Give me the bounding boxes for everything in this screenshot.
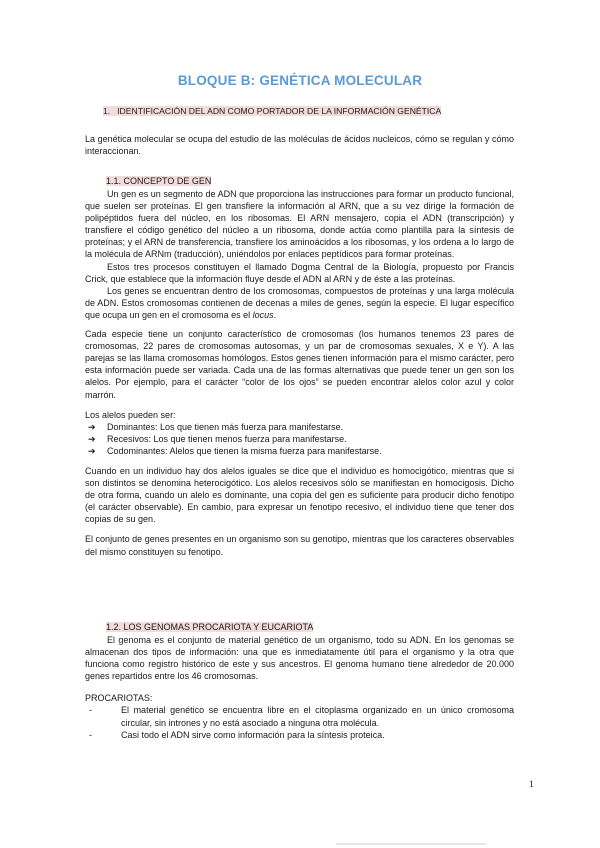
section-1-heading [103, 106, 441, 116]
allele-dominant: Dominantes: Los que tienen más fuerza para manifestarse. [107, 421, 344, 432]
allele-codominant: Codominantes: Alelos que tienen la misma fuerza para manifestarse. [107, 445, 382, 456]
section-1-2-body [85, 634, 514, 741]
gene-paragraph-2: Estos tres procesos constituyen el llamado Dogma Central de la Biología, propuesto por Francis Crick, que establece que la información fluye desde el ADN al ARN y de éste a las proteínas. [85, 261, 514, 284]
allele-recessive: Recesivos: Los que tienen menos fuerza para manifestarse. [107, 433, 347, 444]
alleles-intro: Los alelos pueden ser: [85, 409, 176, 420]
list-item [85, 421, 514, 433]
prokaryotes-list [85, 704, 514, 740]
arrow-icon: ➔ [88, 433, 96, 444]
dash-icon: - [89, 705, 92, 716]
section-1-heading-text: IDENTIFICACIÓN DEL ADN COMO PORTADOR DE LA INFORMACIÓN GENÉTICA [117, 106, 442, 116]
gene-paragraph-1: Un gen es un segmento de ADN que proporciona las instrucciones para formar un producto funcional, que suelen ser proteínas. El gen transfiere la información al ARN, que a su vez dirige la formación de polipéptidos fuera del núcleo, en los ribosomas. El ARN mensajero, copia el ADN (transcripción) y transfiere el código genético del núcleo a un ribosoma, donde actúa como plantilla para la síntesis de proteínas; y el ARN de transferencia, transfiere los aminoácidos a los ribosomas, y los ordena a lo largo de la molécula de ARNm (traducción), uniéndolos por enlaces peptídicos para formar proteínas. [85, 189, 514, 260]
list-item [85, 704, 514, 728]
locus-term: locus [252, 309, 274, 320]
homozygous-paragraph: Cuando en un individuo hay dos alelos iguales se dice que el individuo es homocigótico, mientras que si son distintos se denomina heterocigótico. Los alelos recesivos sólo se manifiestan en homocigosis. Dicho de otra forma, cuando un alelo es dominante, una copia del gen es suficiente para producir dicho fenotipo (el carácter observable). En cambio, para expresar un fenotipo recesivo, el individuo tiene que tener dos copias de su gen. [85, 465, 514, 525]
section-1-number: 1. [103, 106, 111, 116]
section-1-intro [85, 133, 514, 157]
page-number: 1 [529, 780, 534, 790]
document-title: BLOQUE B: GENÉTICA MOLECULAR [177, 73, 423, 88]
prokaryotes-heading: PROCARIOTAS: [85, 693, 153, 704]
section-1-1-body [85, 188, 514, 558]
gene-paragraph-3-text: Los genes se encuentran dentro de los cromosomas, compuestos de proteínas y una larga molécula de ADN. Estos cromosomas contienen de decenas a miles de genes, según la especie. El lugar específico que ocupa un gen en el cromosoma es el [85, 285, 514, 320]
genome-paragraph: El genoma es el conjunto de material genético de un organismo, todo su ADN. En los genomas se almacenan dos tipos de información: una que es inmediatamente útil para el organismo y la otra que funciona como registro histórico de este y sus ancestros. El genoma humano tiene alrededor de 20.000 genes repartidos entre los 46 cromosomas. [85, 635, 514, 682]
footer-divider [336, 843, 486, 845]
dash-icon: - [89, 729, 92, 740]
genotype-paragraph: El conjunto de genes presentes en un organismo son su genotipo, mientras que los caracteres observables del mismo constituyen su fenotipo. [85, 534, 514, 557]
section-1-1-heading: 1.1. CONCEPTO DE GEN [106, 176, 212, 186]
arrow-icon: ➔ [88, 445, 96, 456]
list-item [85, 729, 514, 741]
arrow-icon: ➔ [88, 421, 96, 432]
prokaryote-item-2: Casi todo el ADN sirve como información para la síntesis proteica. [121, 729, 385, 740]
chromosome-paragraph: Cada especie tiene un conjunto característico de cromosomas (los humanos tenemos 23 pares de cromosomas, 22 pares de cromosomas autosomas, y un par de cromosomas sexuales, X e Y). A las parejas se las llama cromosomas homólogos. Estos genes tienen información para el mismo carácter, pero esta información puede ser variada. Cada una de las formas alternativas que puede tener un gen son los alelos. Por ejemplo, para el carácter “color de los ojos” se pueden encontrar alelos color azul y color marrón. [85, 329, 514, 400]
section-1-2-heading: 1.2. LOS GENOMAS PROCARIOTA Y EUCARIOTA [106, 622, 314, 632]
intro-paragraph: La genética molecular se ocupa del estudio de las moléculas de ácidos nucleicos, cómo se regulan y cómo interaccionan. [85, 134, 514, 157]
list-item [85, 445, 514, 457]
gene-paragraph-3-end: . [273, 309, 277, 320]
list-item [85, 433, 514, 445]
gene-paragraph-3 [85, 285, 514, 321]
prokaryote-item-1: El material genético se encuentra libre en el citoplasma organizado en un único cromosoma circular, sin intrones y no está asociado a ninguna otra molécula. [121, 705, 514, 728]
alleles-list [85, 421, 514, 457]
